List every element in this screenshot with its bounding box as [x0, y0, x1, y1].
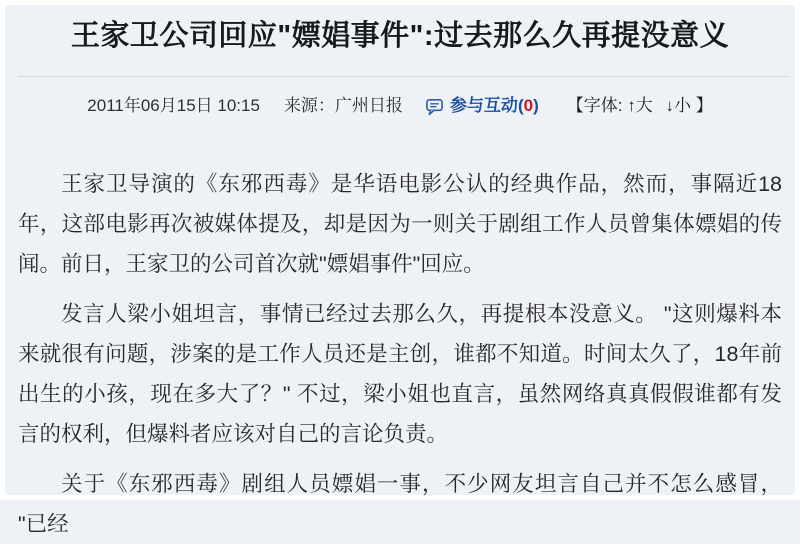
article-meta-bar [5, 93, 795, 119]
article-paragraph: 关于《东邪西毒》剧组人员嫖娼一事，不少网友坦言自己并不怎么感冒， "已经 [18, 472, 782, 536]
font-size-decrease-button[interactable]: ↓小 [665, 96, 691, 115]
article-paragraph: 王家卫导演的《东邪西毒》是华语电影公认的经典作品，然而，事隔近18年，这部电影再次被媒体提及，却是因为一则关于剧组工作人员曾集体嫖娼的传闻。前日，王家卫的公司首次就"嫖娼事件"回应。 [18, 172, 782, 276]
font-size-label: 【字体: [566, 96, 623, 115]
interaction-count: 0 [523, 96, 534, 115]
title-divider [18, 76, 789, 77]
font-size-increase-button[interactable]: ↑大 [627, 96, 653, 115]
font-size-controls [567, 93, 713, 119]
participate-interaction-link[interactable] [425, 93, 539, 119]
publish-datetime: 2011年06月15日 10:15 [87, 96, 260, 115]
interaction-count-paren-close: ) [533, 96, 539, 115]
comment-bubble-icon[interactable] [425, 97, 444, 116]
font-size-label-close: 】 [695, 96, 713, 115]
article-title: 王家卫公司回应"嫖娼事件":过去那么久再提没意义 [70, 20, 730, 52]
source-label: 来源：广州日报 [283, 96, 403, 115]
participate-interaction-label: 参与互动 [449, 96, 518, 115]
interaction-count-paren-open: ( [517, 96, 524, 115]
article-body [18, 164, 782, 544]
article-paragraph: 发言人梁小姐坦言，事情已经过去那么久，再提根本没意义。 "这则爆料本来就很有问题，涉案的是工作人员还是主创，谁都不知道。时间太久了，18年前出生的小孩，现在多大了？" 不过，梁小姐也直言，虽然网络真真假假谁都有发言的权利，但爆料者应该对自己的言论负责。 [18, 302, 782, 446]
